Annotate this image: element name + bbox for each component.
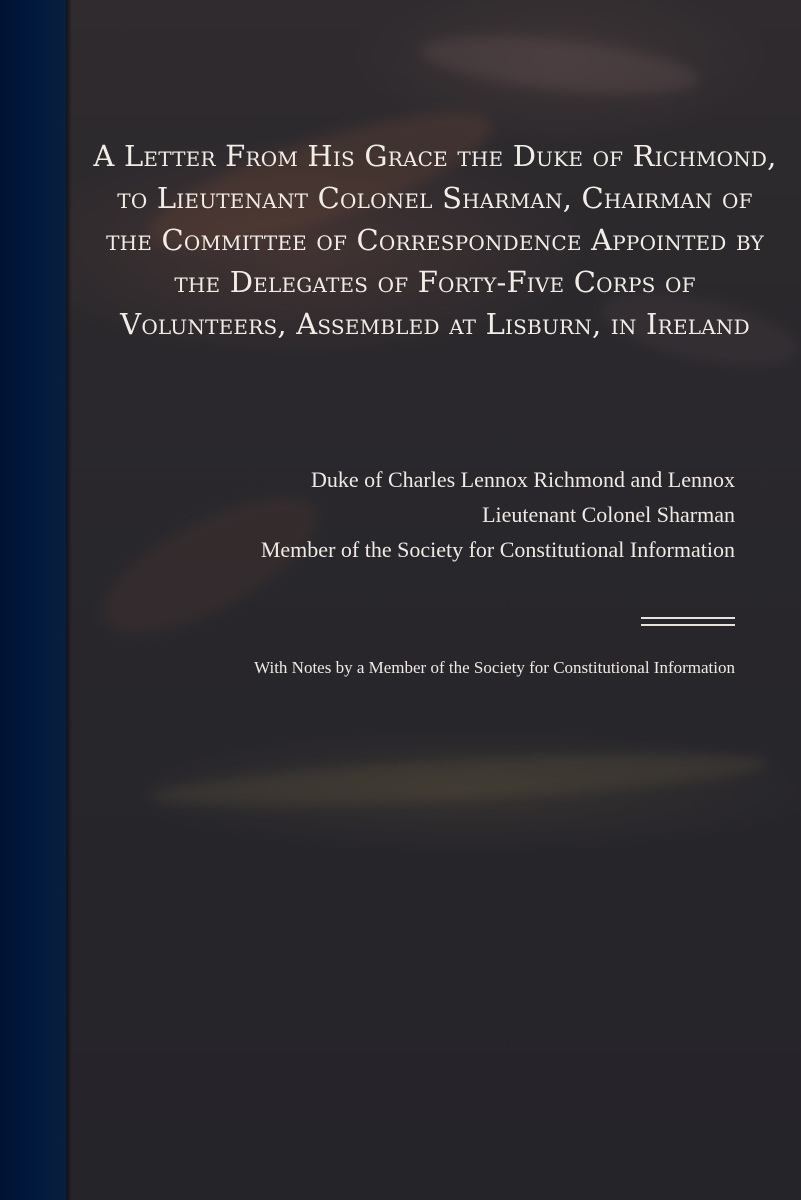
- background-texture: [149, 744, 770, 816]
- author-name: Member of the Society for Constitutional Information: [260, 537, 735, 562]
- spine-shadow: [66, 0, 72, 1200]
- book-title: A Letter From His Grace the Duke of Richmond, to Lieutenant Colonel Sharman, Chairman of the Committee of Correspondence Appointed by the Delegates of Forty-Five Corps of Volunteers, Assembled at Lisburn, in Ireland: [93, 139, 777, 341]
- author-list: [95, 462, 735, 567]
- author-name: Lieutenant Colonel Sharman: [482, 502, 735, 527]
- background-texture: [418, 26, 702, 105]
- cover-spine: [0, 0, 66, 1200]
- divider-rule: [641, 617, 735, 619]
- divider-rule: [641, 624, 735, 626]
- book-subtitle: With Notes by a Member of the Society for Constitutional Information: [254, 658, 735, 677]
- author-name: Duke of Charles Lennox Richmond and Lennox: [310, 467, 735, 492]
